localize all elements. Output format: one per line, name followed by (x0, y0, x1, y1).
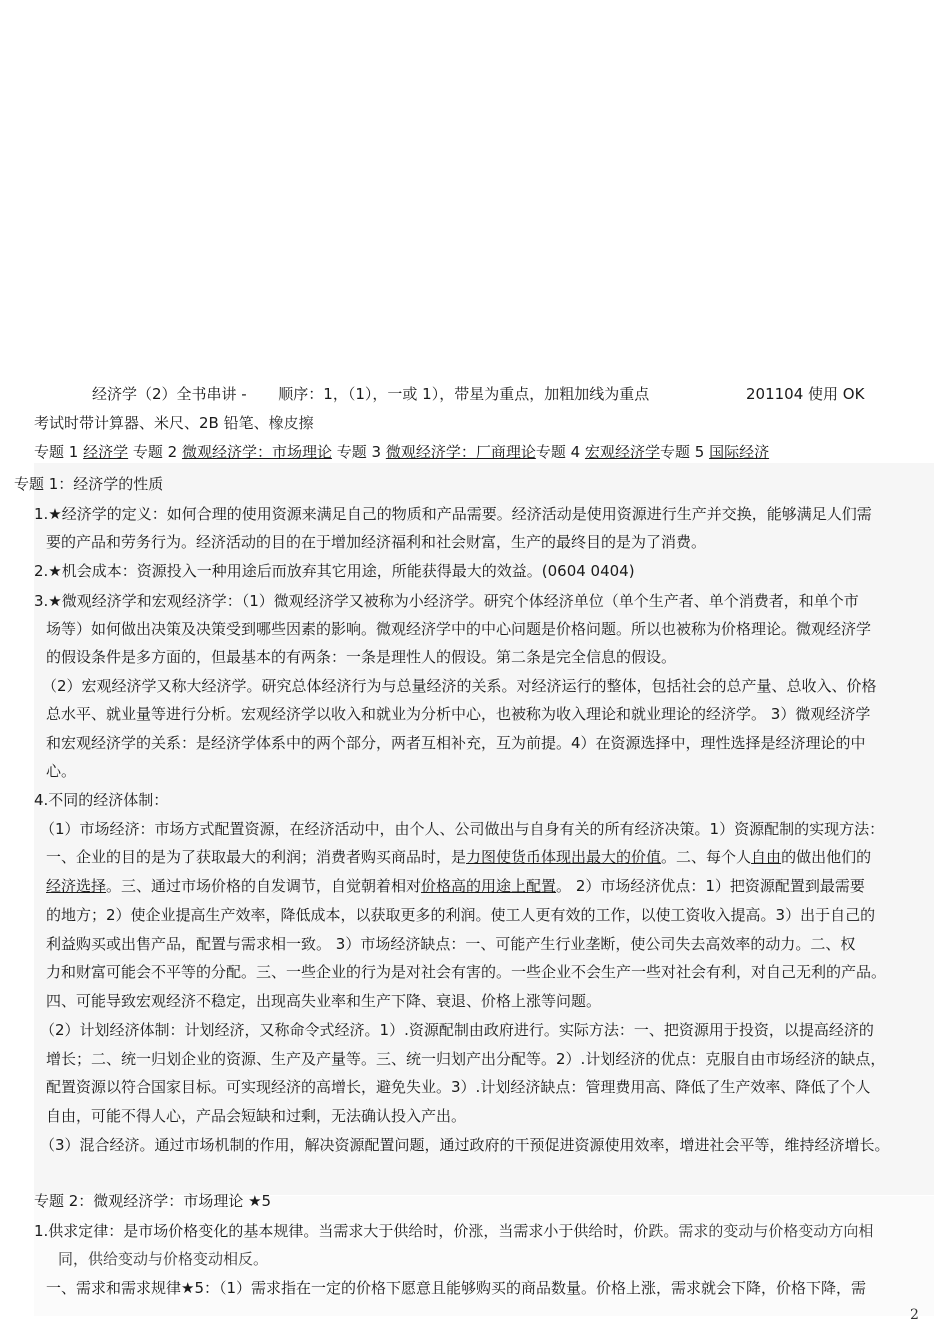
paragraph-line: （2）宏观经济学又称大经济学。研究总体经济行为与总量经济的关系。对经济运行的整体，包括社会的总产量、总收入、价格 (42, 677, 877, 695)
paragraph-line (46, 845, 871, 869)
section-heading: 专题 1：经济学的性质 (14, 475, 164, 493)
text-run: 1.供求定律：是市场价格变化的基本规律。当需求大于供给时，价 (34, 1222, 469, 1240)
tools-line (34, 411, 314, 435)
topic-prefix: 专题 1 (34, 443, 84, 461)
paragraph-line: 一、需求和需求规律★5：（1）需求指在一定的价格下愿意且能够购买的商品数量。价格上涨，需求就会下降，价格下降，需 (46, 1279, 867, 1297)
paragraph-line: 3.★微观经济学和宏观经济学：（1）微观经济学又被称为小经济学。研究个体经济单位（单个生产者、单个消费者，和单个市 (34, 592, 859, 610)
text-run: 给变动与价格变动相反。 (103, 1250, 269, 1268)
topic-link[interactable]: 经济学 (83, 443, 129, 461)
topic-prefix: 专题 2 (128, 443, 182, 461)
section-heading: 专题 2：微观经济学：市场理论 ★5 (34, 1192, 272, 1210)
topic-link[interactable]: 国际经济 (709, 443, 770, 461)
paragraph-line: 的假设条件是多方面的，但最基本的有两条：一条是理性人的假设。第二条是完全信息的假设。 (46, 648, 677, 666)
paragraph-line (58, 1247, 268, 1271)
paragraph-line: （2）计划经济体制：计划经济，又称命令式经济。1）.资源配制由政府进行。实际方法：一、把资源用于投资，以提高经济的 (40, 1021, 874, 1039)
paragraph-line: 自由，可能不得人心，产品会短缺和过剩，无法确认投入产出。 (46, 1107, 467, 1125)
text-run: 。三、通过市场价格的自发调节，自觉朝着相对 (106, 877, 422, 895)
paragraph-line: 力和财富可能会不平等的分配。三、一些企业的行为是对社会有害的。一些企业不会生产一些对社会有利，对自己无利的产品。 (46, 963, 887, 981)
paragraph-line: （3）混合经济。通过市场机制的作用，解决资源配置问题，通过政府的干预促进资源使用效率，增进社会平等，维持经济增长。 (40, 1136, 890, 1154)
text-run: 一、企业的目的是为了获取最大的利润；消费者购买商品时，是 (46, 848, 467, 866)
paragraph-line: 和宏观经济学的关系：是经济学体系中的两个部分，两者互相补充，互为前提。4）在资源选择中，理性选择是经济理论的中 (46, 734, 866, 752)
paragraph-line (34, 1219, 873, 1243)
underlined-emphasis: 经济选择 (46, 877, 107, 895)
paragraph-line: 场等）如何做出决策及决策受到哪些因素的影响。微观经济学中的中心问题是价格问题。所以也被称为价格理论。微观经济学 (46, 620, 872, 638)
paragraph-line: 1.★经济学的定义：如何合理的使用资源来满足自己的物质和产品需要。经济活动是使用资源进行生产并交换，能够满足人们需 (34, 505, 872, 523)
paragraph-line: 心。 (46, 762, 77, 780)
paragraph-line: （1）市场经济：市场方式配置资源，在经济活动中，由个人、公司做出与自身有关的所有经济决策。1）资源配制的实现方法： (40, 820, 885, 838)
doc-title-line (92, 382, 649, 406)
topic-index (34, 440, 769, 464)
topic-link[interactable]: 微观经济学：厂商理论 (385, 443, 536, 461)
page-number: 2 (910, 1307, 919, 1323)
paragraph-line: 利益购买或出售产品，配置与需求相一致。 3）市场经济缺点：一、可能产生行业垄断，使公司失去高效率的动力。二、权 (46, 935, 856, 953)
paragraph-line: 的地方；2）使企业提高生产效率，降低成本，以获取更多的利润。使工人更有效的工作，以使工资收入提高。3）出于自己的 (46, 906, 876, 924)
paragraph-line: 2.★机会成本：资源投入一种用途后而放弃其它用途，所能获得最大的效益。(0604 0404) (34, 562, 635, 580)
text-run: 。 2）市场经济优点：1）把资源配置到最需要 (556, 877, 865, 895)
paragraph-line: 要的产品和劳务行为。经济活动的目的在于增加经济福利和社会财富，生产的最终目的是为了消费。 (46, 533, 707, 551)
underlined-emphasis: 力图使货币体现出最大的价值 (466, 848, 662, 866)
paragraph-line: 配置资源以符合国家目标。可实现经济的高增长，避免失业。3）.计划经济缺点：管理费用高、降低了生产效率、降低了个人 (46, 1078, 871, 1096)
version-note: 201104 使用 OK (746, 385, 865, 403)
topic-link[interactable]: 宏观经济学 (584, 443, 660, 461)
tools-extra: 橡皮擦 (268, 414, 314, 432)
text-run: ，当需求小于供给时，价 (483, 1222, 649, 1240)
underlined-emphasis: 自由 (751, 848, 782, 866)
text-run: 同，供 (58, 1250, 104, 1268)
paragraph-line: 4.不同的经济体制： (34, 791, 169, 809)
tools-text: 考试时带计算器、米尺、2B 铅笔、 (34, 414, 269, 432)
order-note: 顺序：1，（1），一或 1），带星为重点，加粗加线为重点 (278, 385, 650, 403)
text-run: 跌 (648, 1222, 664, 1240)
text-run: 。二、每个人 (661, 848, 752, 866)
text-run: 。需求的变动与价格变动方向相 (663, 1222, 874, 1240)
topic-link[interactable]: 微观经济学：市场理论 (181, 443, 332, 461)
text-run: 的做出他们的 (781, 848, 872, 866)
doc-title: 经济学（2）全书串讲 - (92, 385, 247, 403)
text-run: 涨 (468, 1222, 484, 1240)
paragraph-line: 增长；二、统一归划企业的资源、生产及产量等。三、统一归划产出分配等。2）.计划经济的优点：克服自由市场经济的缺点， (46, 1050, 886, 1068)
paragraph-line: 四、可能导致宏观经济不稳定，出现高失业率和生产下降、衰退、价格上涨等问题。 (46, 992, 602, 1010)
paragraph-line: 总水平、就业量等进行分析。宏观经济学以收入和就业为分析中心，也被称为收入理论和就业理论的经济学。 3）微观经济学 (46, 705, 871, 723)
topic-prefix: 专题 3 (331, 443, 386, 461)
topic-prefix: 专题 4 (535, 443, 585, 461)
underlined-emphasis: 价格高的用途上配置 (421, 877, 557, 895)
topic-prefix: 专题 5 (659, 443, 710, 461)
paragraph-line (46, 874, 865, 898)
